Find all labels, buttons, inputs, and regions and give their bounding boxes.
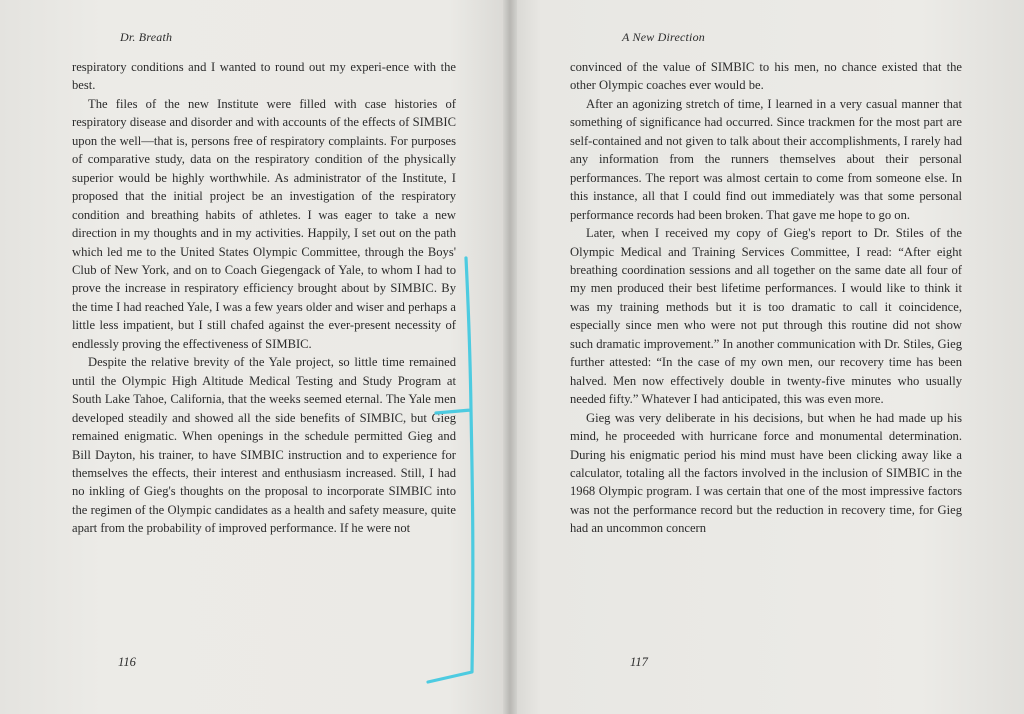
left-paragraph-3: Despite the relative brevity of the Yale project, so little time remained until the Olympic High Altitude Medical Testing and Study Program at South Lake Tahoe, California, that the weeks seemed eternal. The Yale men developed steadily and showed all the side benefits of SIMBIC, but Gieg remained enigmatic. When openings in the schedule permitted Gieg and Bill Dayton, his trainer, to have SIMBIC instruction and to experience for themselves the effects, their interest and enthusiasm increased. Still, I had no inkling of Gieg's thoughts on the proposal to incorporate SIMBIC into the regimen of the Olympic candidates as a health and safety measure, quite apart from the probability of improved performance. If he were not (72, 355, 456, 536)
right-running-head: A New Direction (622, 30, 705, 44)
right-page (510, 0, 1024, 714)
right-paragraph-2: After an agonizing stretch of time, I learned in a very casual manner that something of significance had occurred. Since trackmen for the most part are self-contained and not given to talk about their accomplishments, I rarely had any information from the runners themselves about their personal performances. The report was almost certain to come from someone else. In this instance, all that I could find out immediately was that some personal performance records had been broken. That gave me hope to go on. (570, 96, 962, 222)
left-page (0, 0, 510, 714)
right-page-text (570, 58, 962, 538)
right-paragraph-4: Gieg was very deliberate in his decisions, but when he had made up his mind, he proceeded with hurricane force and monumental determination. During his enigmatic period his mind must have been clicking away like a calculator, totaling all the factors involved in the inclusion of SIMBIC in the 1968 Olympic program. I was certain that one of the most impressive factors was not the performance record but the reduction in recovery time, for Gieg had an uncommon concern (570, 410, 962, 536)
right-page-number: 117 (630, 655, 648, 669)
right-paragraph-1: convinced of the value of SIMBIC to his men, no chance existed that the other Olympic coaches ever would be. (570, 60, 962, 93)
left-paragraph-2: The files of the new Institute were filled with case histories of respiratory disease and disorder and with accounts of the effects of SIMBIC upon the well—that is, persons free of respiratory complaints. For purposes of comparative study, data on the respiratory condition of the physically superior would be highly worthwhile. As administrator of the Institute, I proposed that the initial project be an investigation of the respiratory condition and breathing habits of athletes. I was eager to take a new direction in my thoughts and in my activities. Happily, I set out on the path which led me to the United States Olympic Committee, through the Boys' Club of New York, and on to Coach Giegengack of Yale, to whom I had to prove the increase in respiratory efficiency brought about by SIMBIC. By the time I had reached Yale, I was a few years older and wiser and perhaps a little less impatient, but I still chafed against the ever-present necessity of endlessly proving the effectiveness of SIMBIC. (72, 96, 456, 351)
left-running-head: Dr. Breath (120, 30, 173, 44)
left-paragraph-1: respiratory conditions and I wanted to round out my experi-ence with the best. (72, 60, 456, 93)
left-page-text (72, 58, 456, 538)
left-page-number: 116 (118, 655, 136, 669)
book-gutter (503, 0, 517, 714)
right-paragraph-3: Later, when I received my copy of Gieg's report to Dr. Stiles of the Olympic Medical and Training Services Committee, I read: “After eight breathing coordination sessions and all together on the same date all four of my men produced their best lifetime performances. I would like to think it was my training methods but it is too dramatic to call it coincidence, especially since men who were not put through this routine did not show such dramatic improvement.” In another communication with Dr. Stiles, Gieg further attested: “In the case of my own men, our recovery time has been halved. Men now effectively double in twenty-five minutes who usually needed fifty.” Whatever I had anticipated, this was even more. (570, 226, 962, 407)
